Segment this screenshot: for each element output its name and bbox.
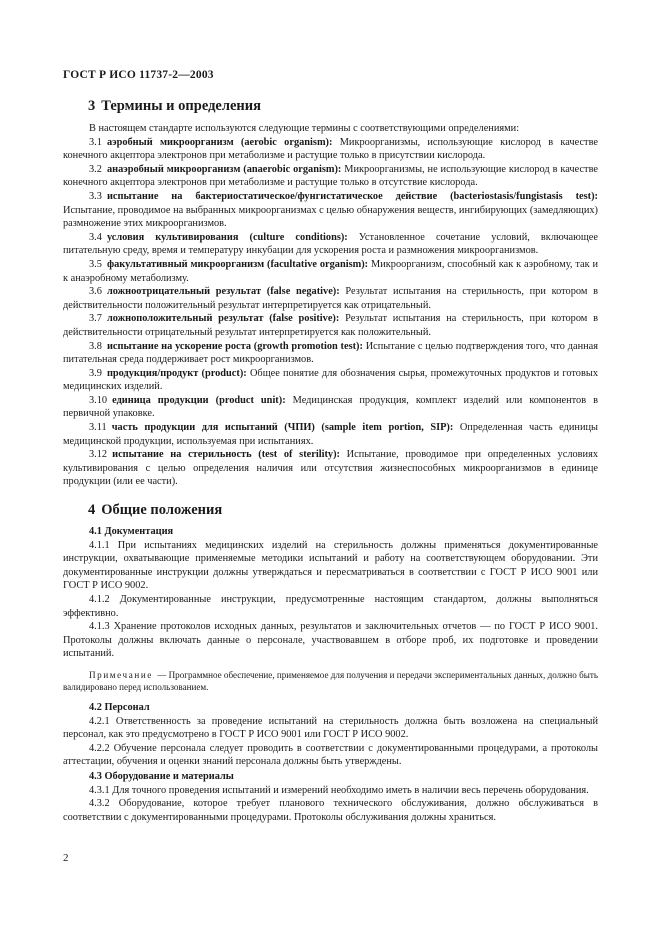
paragraph-4-3-2: 4.3.2 Оборудование, которое требует планового технического обслуживания, должно обслуживаться в соответствии с документированными процедурами. Протоколы обслуживания должны храниться. — [63, 798, 598, 823]
term-entry — [63, 340, 598, 367]
term-number: 3.12 — [89, 449, 108, 461]
note — [63, 669, 598, 693]
document-body — [63, 98, 599, 824]
term-number: 3.4 — [89, 231, 102, 243]
term-definition: Микроорганизмы, не использующие кислород в качестве конечного акцептора электронов при метаболизме и растущие только в отсутствие кислорода. — [63, 163, 598, 189]
terms-list — [63, 136, 599, 489]
term-number: 3.1 — [89, 136, 102, 148]
term-name: единица продукции (product unit): — [112, 394, 286, 406]
subsection-4-2-heading: 4.2 Персонал — [89, 701, 150, 713]
running-header: ГОСТ Р ИСО 11737-2—2003 — [63, 69, 214, 81]
paragraph-4-2-1: 4.2.1 Ответственность за проведение испытаний на стерильность должна быть возложена на специальный персонал, как это предусмотрено в ГОСТ Р ИСО 9001 или ГОСТ Р ИСО 9002. — [63, 715, 598, 741]
section-3-intro: В настоящем стандарте используются следующие термины с соответствующими определениями: — [89, 123, 520, 134]
term-entry — [63, 136, 598, 163]
term-name: аэробный микроорганизм (aerobic organism): — [106, 136, 333, 148]
term-entry — [63, 394, 598, 421]
term-name: продукция/продукт (product): — [106, 367, 247, 379]
term-definition: Общее понятие для обозначения сырья, промежуточных продуктов и готовых медицинских изделий. — [63, 367, 598, 393]
term-entry — [63, 258, 598, 285]
note-text: — Программное обеспечение, применяемое для получения и передачи экспериментальных данных, должно быть валидировано перед использованием. — [63, 669, 598, 692]
term-number: 3.11 — [89, 422, 107, 434]
term-definition: Испытание, проводимое при определенных условиях культивирования с целью определения наличия или отсутствия жизнеспособных микроорганизмов в единице продукции (или ее части). — [63, 449, 598, 488]
term-number: 3.10 — [89, 394, 108, 406]
term-entry — [63, 448, 598, 489]
term-definition: Результат испытания на стерильность, при котором в действительности отрицательный результат интерпретируется как положительный. — [63, 313, 598, 338]
subsection-4-3-heading: 4.3 Оборудование и материалы — [89, 770, 234, 782]
term-number: 3.6 — [89, 286, 102, 298]
term-name: ложноотрицательный результат (false negative): — [106, 286, 340, 298]
term-definition: Испытание с целью подтверждения того, что данная питательная среда поддерживает рост микроорганизмов. — [63, 340, 598, 366]
subsection-4-1-heading: 4.1 Документация — [89, 526, 174, 538]
term-entry — [63, 231, 598, 258]
term-number: 3.5 — [89, 258, 102, 270]
term-entry — [63, 285, 598, 312]
term-entry — [63, 163, 598, 190]
paragraph-4-1-3: 4.1.3 Хранение протоколов исходных данных, результатов и заключительных отчетов — по ГОСТ Р ИСО 9001. Протоколы должны включать данные о персонале, участвовавшем в отборе проб, их подготовке и проведении испытаний. — [63, 621, 598, 660]
term-name: испытание на бактериостатическое/фунгистатическое действие (bacteriostasis/fungistasis test): — [106, 190, 598, 202]
term-number: 3.8 — [89, 340, 102, 352]
section-3-heading — [88, 98, 598, 115]
section-title: Термины и определения — [101, 98, 261, 114]
term-name: факультативный микроорганизм (facultative organism): — [106, 258, 369, 270]
term-name: часть продукции для испытаний (ЧПИ) (sample item portion, SIP): — [111, 422, 454, 434]
term-definition: Испытание, проводимое на выбранных микроорганизмах с целью обнаружения веществ, ингибирующих (замедляющих) размножение этих микроорганизмов. — [63, 204, 598, 230]
term-entry — [63, 312, 598, 339]
term-name: анаэробный микроорганизм (anaerobic organism): — [106, 163, 342, 175]
term-definition: Результат испытания на стерильность, при котором в действительности положительный результат интерпретируется как отрицательный. — [63, 286, 598, 311]
term-definition: Медицинская продукция, комплект изделий или компонентов в первичной упаковке. — [63, 394, 598, 420]
term-number: 3.2 — [89, 163, 102, 175]
term-number: 3.3 — [89, 190, 102, 202]
paragraph-4-2-2: 4.2.2 Обучение персонала следует проводить в соответствии с документированными процедурами, а протоколы аттестации, обучения и оценки знаний персонала должны быть утверждены. — [63, 742, 598, 768]
term-definition: Микроорганизмы, использующие кислород в качестве конечного акцептора электронов при метаболизме и растущие только в присутствии кислорода. — [63, 136, 598, 162]
term-name: ложноположительный результат (false positive): — [106, 313, 340, 325]
section-number: 3 — [88, 98, 96, 114]
term-definition: Микроорганизм, способный как к аэробному, так и к анаэробному метаболизму. — [63, 258, 599, 284]
term-name: испытание на стерильность (test of sterility): — [112, 449, 340, 461]
term-entry — [63, 367, 598, 394]
section-title: Общие положения — [101, 502, 223, 519]
term-entry — [63, 421, 598, 448]
note-label: Примечание — [89, 669, 153, 680]
page-number: 2 — [63, 852, 69, 864]
paragraph-4-1-1: 4.1.1 При испытаниях медицинских изделий на стерильность должны применяться документированные инструкции, охватывающие применяемые методики испытаний и работу на соответствующем оборудовании. Эти документированные инструкции должны утверждаться и пересматриваться в соответствии с ГОСТ Р ИСО 9001 или ГОСТ Р ИСО 9002. — [63, 539, 598, 592]
term-number: 3.7 — [89, 313, 102, 325]
term-name: испытание на ускорение роста (growth promotion test): — [106, 340, 363, 352]
term-number: 3.9 — [89, 367, 102, 379]
paragraph-4-3-1: 4.3.1 Для точного проведения испытаний и измерений необходимо иметь в наличии весь перечень оборудования. — [89, 784, 589, 796]
term-entry — [63, 190, 598, 231]
term-name: условия культивирования (culture conditions): — [106, 231, 348, 243]
section-number: 4 — [88, 502, 96, 519]
term-definition: Определенная часть единицы медицинской продукции, используемая при испытаниях. — [63, 422, 598, 447]
term-definition: Установленное сочетание условий, включающее питательную среду, время и температуру инкубации для ускорения роста и размножения микроорганизмов. — [63, 231, 598, 257]
paragraph-4-1-2: 4.1.2 Документированные инструкции, предусмотренные настоящим стандартом, должны выполняться эффективно. — [63, 594, 598, 619]
section-4-heading — [88, 502, 598, 519]
